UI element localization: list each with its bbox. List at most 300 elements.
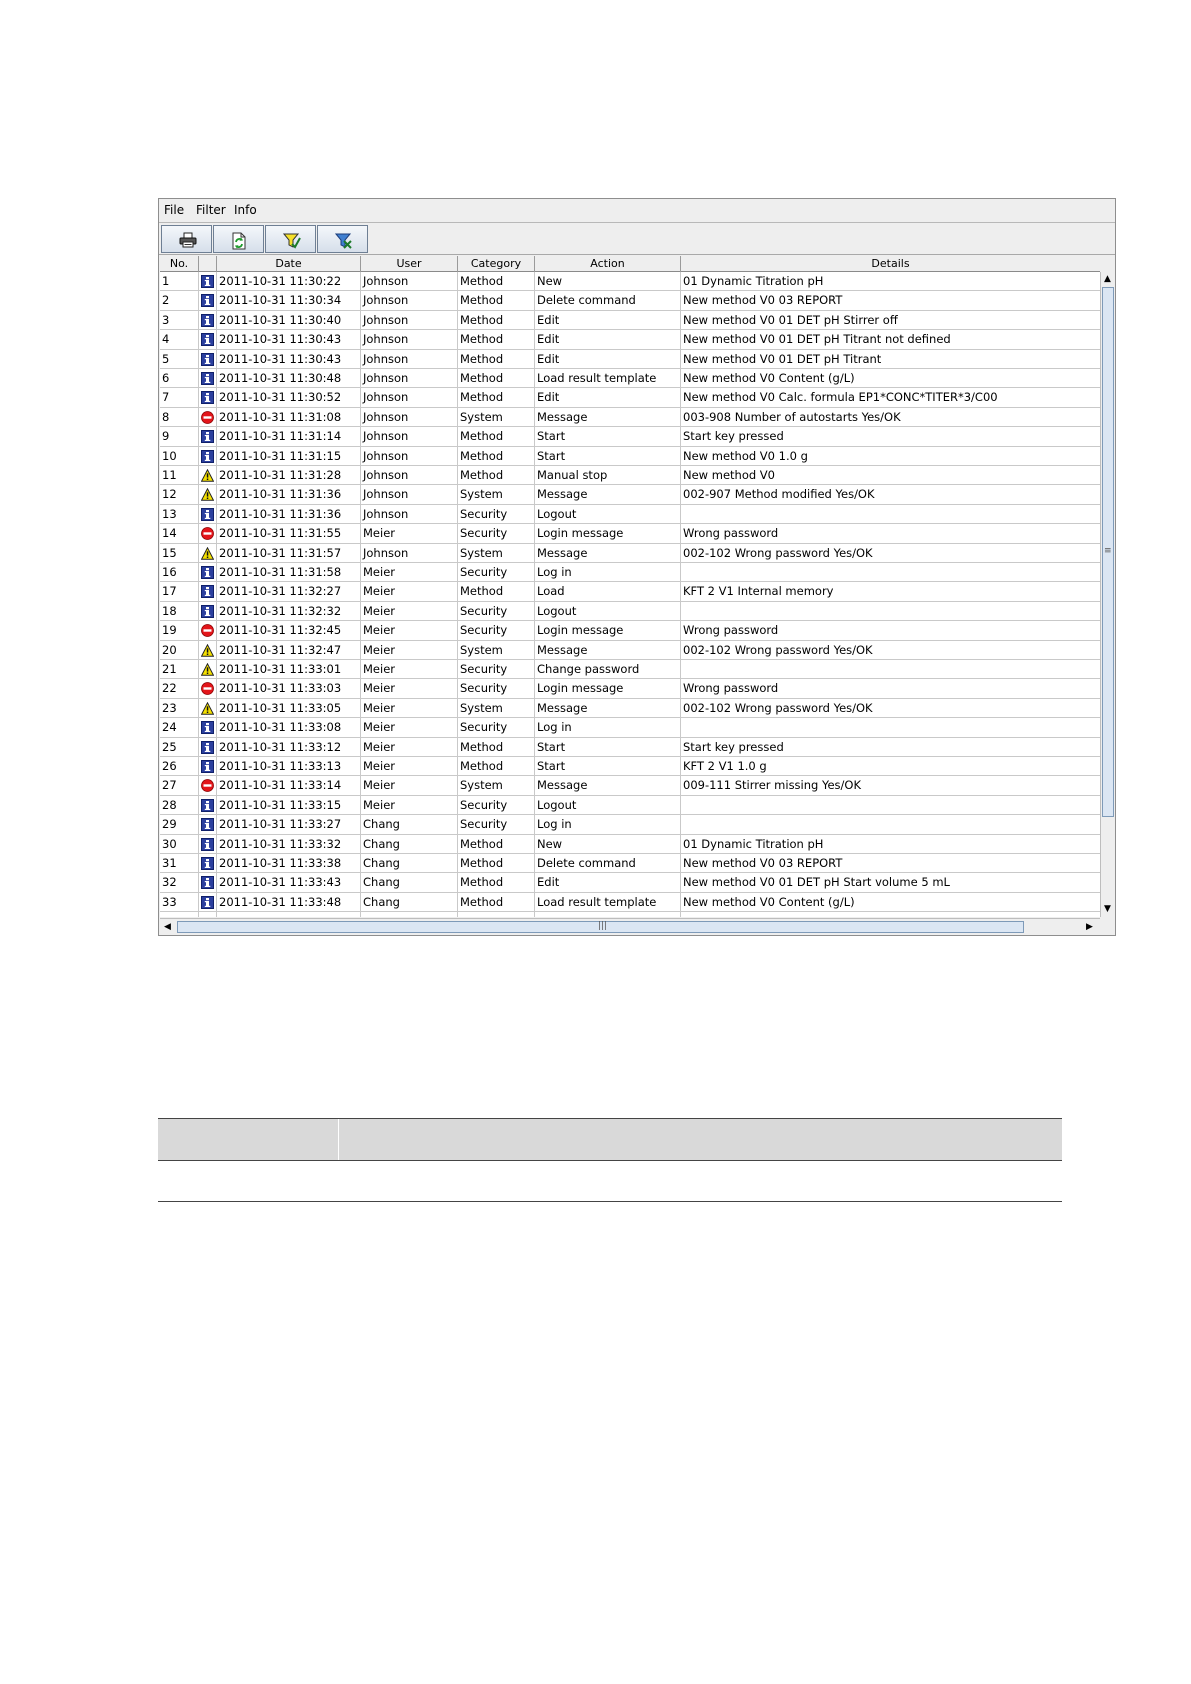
- audit-trail-window: [158, 198, 1116, 936]
- document-table-row: [158, 1161, 1062, 1202]
- info-icon: [201, 450, 214, 463]
- table-row[interactable]: [160, 582, 1100, 601]
- row-type: [199, 485, 217, 503]
- error-icon: [201, 682, 214, 695]
- row-number: 32: [160, 873, 199, 891]
- row-user: Meier: [361, 660, 458, 678]
- row-action: Edit: [535, 388, 681, 406]
- row-user: [361, 912, 458, 917]
- row-category: Security: [458, 815, 535, 833]
- row-user: Johnson: [361, 291, 458, 309]
- table-row[interactable]: [160, 505, 1100, 524]
- warning-icon: [201, 663, 214, 676]
- row-type: [199, 602, 217, 620]
- row-type: [199, 718, 217, 736]
- row-type: [199, 388, 217, 406]
- row-category: Security: [458, 563, 535, 581]
- row-action: Delete command: [535, 854, 681, 872]
- row-type: [199, 893, 217, 911]
- document-table-header: [158, 1118, 1062, 1160]
- vertical-scrollbar[interactable]: [1100, 272, 1115, 917]
- row-date: 2011-10-31 11:31:36: [217, 505, 361, 523]
- row-category: Security: [458, 505, 535, 523]
- refresh-button[interactable]: [213, 225, 264, 253]
- table-row[interactable]: [160, 350, 1100, 369]
- row-category: Method: [458, 466, 535, 484]
- row-action: Login message: [535, 621, 681, 639]
- row-date: 2011-10-31 11:33:43: [217, 873, 361, 891]
- row-number: 20: [160, 641, 199, 659]
- row-user: Chang: [361, 893, 458, 911]
- info-icon: [201, 876, 214, 889]
- info-icon: [201, 333, 214, 346]
- table-row[interactable]: [160, 524, 1100, 543]
- row-details: Start key pressed: [683, 429, 784, 444]
- row-action: Start: [535, 427, 681, 445]
- row-action: Start: [535, 738, 681, 756]
- table-row[interactable]: [160, 466, 1100, 485]
- column-header-no[interactable]: No.: [160, 256, 199, 272]
- table-row[interactable]: [160, 388, 1100, 407]
- row-user: Meier: [361, 641, 458, 659]
- table-row[interactable]: [160, 893, 1100, 912]
- table-row[interactable]: [160, 718, 1100, 737]
- table-row[interactable]: [160, 330, 1100, 349]
- row-number: 31: [160, 854, 199, 872]
- row-user: Meier: [361, 563, 458, 581]
- row-type: [199, 544, 217, 562]
- row-user: Meier: [361, 699, 458, 717]
- table-row[interactable]: [160, 544, 1100, 563]
- row-category: Security: [458, 524, 535, 542]
- row-type: [199, 912, 217, 917]
- remove-filter-button[interactable]: [317, 225, 368, 253]
- row-category: Method: [458, 427, 535, 445]
- row-details: 009-111 Stirrer missing Yes/OK: [683, 778, 862, 793]
- row-category: Method: [458, 757, 535, 775]
- row-action: Log in: [535, 718, 681, 736]
- row-details: New method V0 03 REPORT: [683, 856, 843, 870]
- row-category: Security: [458, 621, 535, 639]
- row-details: Start key pressed: [683, 739, 784, 754]
- row-number: 14: [160, 524, 199, 542]
- row-type: [199, 505, 217, 523]
- row-action: Manual stop: [535, 466, 681, 484]
- table-row[interactable]: [160, 757, 1100, 776]
- column-header-user[interactable]: User: [361, 256, 458, 272]
- column-header-category[interactable]: Category: [458, 256, 535, 272]
- row-details: New method V0 1.0 g: [683, 448, 808, 463]
- table-row[interactable]: [160, 369, 1100, 388]
- info-icon: [201, 430, 214, 443]
- row-category: Method: [458, 447, 535, 465]
- row-type: [199, 776, 217, 794]
- row-type: [199, 447, 217, 465]
- row-details: 002-907 Method modified Yes/OK: [683, 487, 875, 502]
- menu-bar: [159, 199, 1115, 223]
- row-number: 21: [160, 660, 199, 678]
- info-icon: [201, 721, 214, 734]
- row-date: 2011-10-31 11:33:05: [217, 699, 361, 717]
- row-date: 2011-10-31 11:33:01: [217, 660, 361, 678]
- row-category: Method: [458, 893, 535, 911]
- grip-icon: ≡: [1104, 546, 1112, 556]
- row-date: 2011-10-31 11:33:38: [217, 854, 361, 872]
- table-row[interactable]: [160, 291, 1100, 310]
- menu-file[interactable]: File: [164, 203, 185, 217]
- row-category: Method: [458, 854, 535, 872]
- row-type: [199, 272, 217, 290]
- row-user: Johnson: [361, 427, 458, 445]
- table-row[interactable]: [160, 699, 1100, 718]
- row-action: Message: [535, 408, 681, 426]
- row-details: Wrong password: [683, 526, 779, 541]
- filter-button[interactable]: [265, 225, 316, 253]
- row-action: Load: [535, 582, 681, 600]
- row-category: System: [458, 485, 535, 503]
- info-icon: [201, 896, 214, 909]
- row-category: Method: [458, 291, 535, 309]
- divider: [338, 1119, 339, 1160]
- row-user: Johnson: [361, 447, 458, 465]
- row-category: Method: [458, 738, 535, 756]
- row-user: Meier: [361, 757, 458, 775]
- row-action: Login message: [535, 524, 681, 542]
- row-action: Edit: [535, 330, 681, 348]
- info-icon: [201, 508, 214, 521]
- row-type: [199, 621, 217, 639]
- warning-icon: [201, 488, 214, 501]
- row-details: New method V0 01 DET pH Titrant not defined: [683, 332, 951, 347]
- row-details: [681, 660, 1100, 678]
- table-row[interactable]: [160, 641, 1100, 660]
- row-number: 13: [160, 505, 199, 523]
- scroll-right-icon[interactable]: ▶: [1086, 922, 1093, 932]
- row-user: Johnson: [361, 388, 458, 406]
- scroll-corner: [1100, 918, 1115, 935]
- row-date: 2011-10-31 11:31:28: [217, 466, 361, 484]
- row-category: System: [458, 408, 535, 426]
- row-type: [199, 524, 217, 542]
- info-icon: [201, 838, 214, 851]
- row-category: Security: [458, 796, 535, 814]
- row-action: Edit: [535, 873, 681, 891]
- row-details: Wrong password: [683, 623, 779, 638]
- row-details: New method V0 01 DET pH Stirrer off: [683, 312, 898, 327]
- info-icon: [201, 741, 214, 754]
- row-user: Meier: [361, 621, 458, 639]
- audit-table: [160, 256, 1100, 917]
- remove-filter-icon: [335, 232, 353, 250]
- row-date: 2011-10-31 11:30:52: [217, 388, 361, 406]
- error-icon: [201, 624, 214, 637]
- menu-info[interactable]: Info: [234, 203, 257, 217]
- table-row[interactable]: [160, 776, 1100, 795]
- info-icon: [201, 818, 214, 831]
- row-number: 3: [160, 311, 199, 329]
- table-row[interactable]: [160, 912, 1100, 917]
- row-action: Start: [535, 757, 681, 775]
- row-user: Chang: [361, 854, 458, 872]
- row-category: Method: [458, 272, 535, 290]
- row-details: [681, 718, 1100, 736]
- row-user: Meier: [361, 602, 458, 620]
- row-date: 2011-10-31 11:31:08: [217, 408, 361, 426]
- column-header-type[interactable]: [199, 256, 217, 272]
- info-icon: [201, 585, 214, 598]
- row-user: Chang: [361, 815, 458, 833]
- row-type: [199, 757, 217, 775]
- row-details: 002-102 Wrong password Yes/OK: [683, 545, 873, 560]
- row-number: 28: [160, 796, 199, 814]
- row-category: Method: [458, 835, 535, 853]
- table-row[interactable]: [160, 447, 1100, 466]
- row-date: 2011-10-31 11:33:48: [217, 893, 361, 911]
- warning-icon: [201, 547, 214, 560]
- row-date: 2011-10-31 11:31:55: [217, 524, 361, 542]
- row-type: [199, 815, 217, 833]
- row-date: 2011-10-31 11:31:14: [217, 427, 361, 445]
- info-icon: [201, 372, 214, 385]
- row-number: 4: [160, 330, 199, 348]
- row-number: 22: [160, 679, 199, 697]
- grip-icon: |||: [598, 921, 608, 931]
- row-date: 2011-10-31 11:33:13: [217, 757, 361, 775]
- row-date: 2011-10-31 11:33:27: [217, 815, 361, 833]
- row-type: [199, 738, 217, 756]
- row-category: System: [458, 641, 535, 659]
- error-icon: [201, 779, 214, 792]
- info-icon: [201, 857, 214, 870]
- row-action: Message: [535, 485, 681, 503]
- info-icon: [201, 799, 214, 812]
- row-number: 8: [160, 408, 199, 426]
- info-icon: [201, 566, 214, 579]
- row-user: Johnson: [361, 311, 458, 329]
- info-icon: [201, 353, 214, 366]
- error-icon: [201, 527, 214, 540]
- row-number: 9: [160, 427, 199, 445]
- row-action: Logout: [535, 796, 681, 814]
- row-type: [199, 582, 217, 600]
- table-row[interactable]: [160, 796, 1100, 815]
- row-user: Meier: [361, 796, 458, 814]
- row-user: Meier: [361, 776, 458, 794]
- info-icon: [201, 760, 214, 773]
- info-icon: [201, 275, 214, 288]
- row-user: Johnson: [361, 466, 458, 484]
- row-date: 2011-10-31 11:33:32: [217, 835, 361, 853]
- row-type: [199, 796, 217, 814]
- table-row[interactable]: [160, 679, 1100, 698]
- row-type: [199, 641, 217, 659]
- row-number: 6: [160, 369, 199, 387]
- row-details: New method V0: [683, 468, 775, 482]
- row-date: 2011-10-31 11:32:45: [217, 621, 361, 639]
- row-type: [199, 873, 217, 891]
- row-number: 18: [160, 602, 199, 620]
- scroll-down-icon[interactable]: ▼: [1104, 904, 1111, 914]
- table-row[interactable]: [160, 873, 1100, 892]
- row-number: 15: [160, 544, 199, 562]
- row-date: 2011-10-31 11:30:22: [217, 272, 361, 290]
- row-details: New method V0 Content (g/L): [683, 371, 855, 385]
- row-type: [199, 854, 217, 872]
- row-number: [160, 912, 199, 917]
- row-user: Johnson: [361, 272, 458, 290]
- row-date: 2011-10-31 11:31:15: [217, 447, 361, 465]
- row-user: Meier: [361, 582, 458, 600]
- row-number: 19: [160, 621, 199, 639]
- row-action: Edit: [535, 350, 681, 368]
- row-category: Method: [458, 350, 535, 368]
- row-category: Method: [458, 369, 535, 387]
- row-user: Meier: [361, 738, 458, 756]
- row-action: Log in: [535, 563, 681, 581]
- column-header-details[interactable]: Details: [871, 257, 910, 270]
- row-number: 29: [160, 815, 199, 833]
- table-row[interactable]: [160, 621, 1100, 640]
- row-number: 26: [160, 757, 199, 775]
- row-type: [199, 408, 217, 426]
- row-details: New method V0 Content (g/L): [683, 894, 855, 909]
- row-action: Delete command: [535, 291, 681, 309]
- row-number: 30: [160, 835, 199, 853]
- row-type: [199, 330, 217, 348]
- info-icon: [201, 294, 214, 307]
- row-action: New: [535, 835, 681, 853]
- table-row[interactable]: [160, 563, 1100, 582]
- row-number: 25: [160, 738, 199, 756]
- row-category: System: [458, 699, 535, 717]
- row-category: Method: [458, 330, 535, 348]
- table-row[interactable]: [160, 311, 1100, 330]
- row-details: 003-908 Number of autostarts Yes/OK: [683, 409, 901, 424]
- row-action: Login message: [535, 679, 681, 697]
- row-date: 2011-10-31 11:31:36: [217, 485, 361, 503]
- row-number: 17: [160, 582, 199, 600]
- row-user: Chang: [361, 835, 458, 853]
- menu-filter[interactable]: Filter: [196, 203, 226, 217]
- info-icon: [201, 391, 214, 404]
- table-row[interactable]: [160, 485, 1100, 504]
- row-number: 1: [160, 272, 199, 290]
- row-details: New method V0 Calc. formula EP1*CONC*TITER*3/C00: [683, 390, 998, 405]
- row-user: Johnson: [361, 505, 458, 523]
- row-type: [199, 563, 217, 581]
- row-user: Johnson: [361, 544, 458, 562]
- row-action: Load result template: [535, 369, 681, 387]
- row-category: Security: [458, 602, 535, 620]
- row-details: New method V0 01 DET pH Start volume 5 mL: [683, 875, 950, 890]
- row-details: [681, 796, 1100, 814]
- row-number: 12: [160, 485, 199, 503]
- row-action: Load result template: [535, 893, 681, 911]
- row-action: Start: [535, 447, 681, 465]
- row-type: [199, 369, 217, 387]
- column-header-date[interactable]: Date: [217, 256, 361, 272]
- row-details: New method V0 03 REPORT: [683, 293, 843, 308]
- row-action: Message: [535, 699, 681, 717]
- row-number: 23: [160, 699, 199, 717]
- row-number: 16: [160, 563, 199, 581]
- table-row[interactable]: [160, 427, 1100, 446]
- table-row[interactable]: [160, 660, 1100, 679]
- table-row[interactable]: [160, 835, 1100, 854]
- warning-icon: [201, 644, 214, 657]
- column-header-action[interactable]: Action: [535, 256, 681, 272]
- row-date: 2011-10-31 11:33:15: [217, 796, 361, 814]
- row-type: [199, 291, 217, 309]
- vertical-scroll-thumb[interactable]: [1102, 287, 1114, 817]
- row-details: [681, 815, 1100, 833]
- row-category: Method: [458, 388, 535, 406]
- scroll-up-icon[interactable]: ▲: [1104, 274, 1111, 284]
- row-number: 5: [160, 350, 199, 368]
- print-button[interactable]: [161, 225, 212, 253]
- row-date: 2011-10-31 11:33:12: [217, 738, 361, 756]
- row-user: Meier: [361, 718, 458, 736]
- row-date: [217, 912, 361, 917]
- row-number: 11: [160, 466, 199, 484]
- row-type: [199, 311, 217, 329]
- row-date: 2011-10-31 11:30:48: [217, 369, 361, 387]
- row-user: Johnson: [361, 330, 458, 348]
- horizontal-scroll-thumb[interactable]: [177, 921, 1024, 933]
- table-row[interactable]: [160, 602, 1100, 621]
- row-category: Method: [458, 873, 535, 891]
- row-date: 2011-10-31 11:32:27: [217, 582, 361, 600]
- row-details: Wrong password: [683, 681, 779, 696]
- table-row[interactable]: [160, 815, 1100, 834]
- row-category: System: [458, 544, 535, 562]
- horizontal-scrollbar[interactable]: [160, 918, 1100, 935]
- row-action: Log in: [535, 815, 681, 833]
- row-action: Logout: [535, 505, 681, 523]
- table-row[interactable]: [160, 272, 1100, 291]
- scroll-left-icon[interactable]: ◀: [164, 922, 171, 932]
- row-number: 27: [160, 776, 199, 794]
- row-category: Method: [458, 582, 535, 600]
- row-details: 002-102 Wrong password Yes/OK: [683, 642, 873, 657]
- row-action: Edit: [535, 311, 681, 329]
- print-icon: [179, 232, 197, 248]
- row-action: Change password: [535, 660, 681, 678]
- row-number: 24: [160, 718, 199, 736]
- row-category: Method: [458, 311, 535, 329]
- document-table: [158, 1118, 1062, 1202]
- row-details: [681, 563, 1100, 581]
- row-details: KFT 2 V1 1.0 g: [683, 759, 767, 773]
- row-type: [199, 699, 217, 717]
- row-date: 2011-10-31 11:30:34: [217, 291, 361, 309]
- table-row[interactable]: [160, 854, 1100, 873]
- row-details: New method V0 01 DET pH Titrant: [683, 351, 882, 366]
- row-category: Security: [458, 679, 535, 697]
- row-action: Message: [535, 544, 681, 562]
- table-row[interactable]: [160, 408, 1100, 427]
- row-details: 002-102 Wrong password Yes/OK: [683, 700, 873, 715]
- row-details: 01 Dynamic Titration pH: [683, 274, 824, 288]
- row-user: Johnson: [361, 408, 458, 426]
- row-details: 01 Dynamic Titration pH: [683, 836, 824, 851]
- table-row[interactable]: [160, 738, 1100, 757]
- warning-icon: [201, 702, 214, 715]
- row-action: New: [535, 272, 681, 290]
- row-user: Johnson: [361, 485, 458, 503]
- row-date: 2011-10-31 11:30:43: [217, 330, 361, 348]
- row-action: Message: [535, 641, 681, 659]
